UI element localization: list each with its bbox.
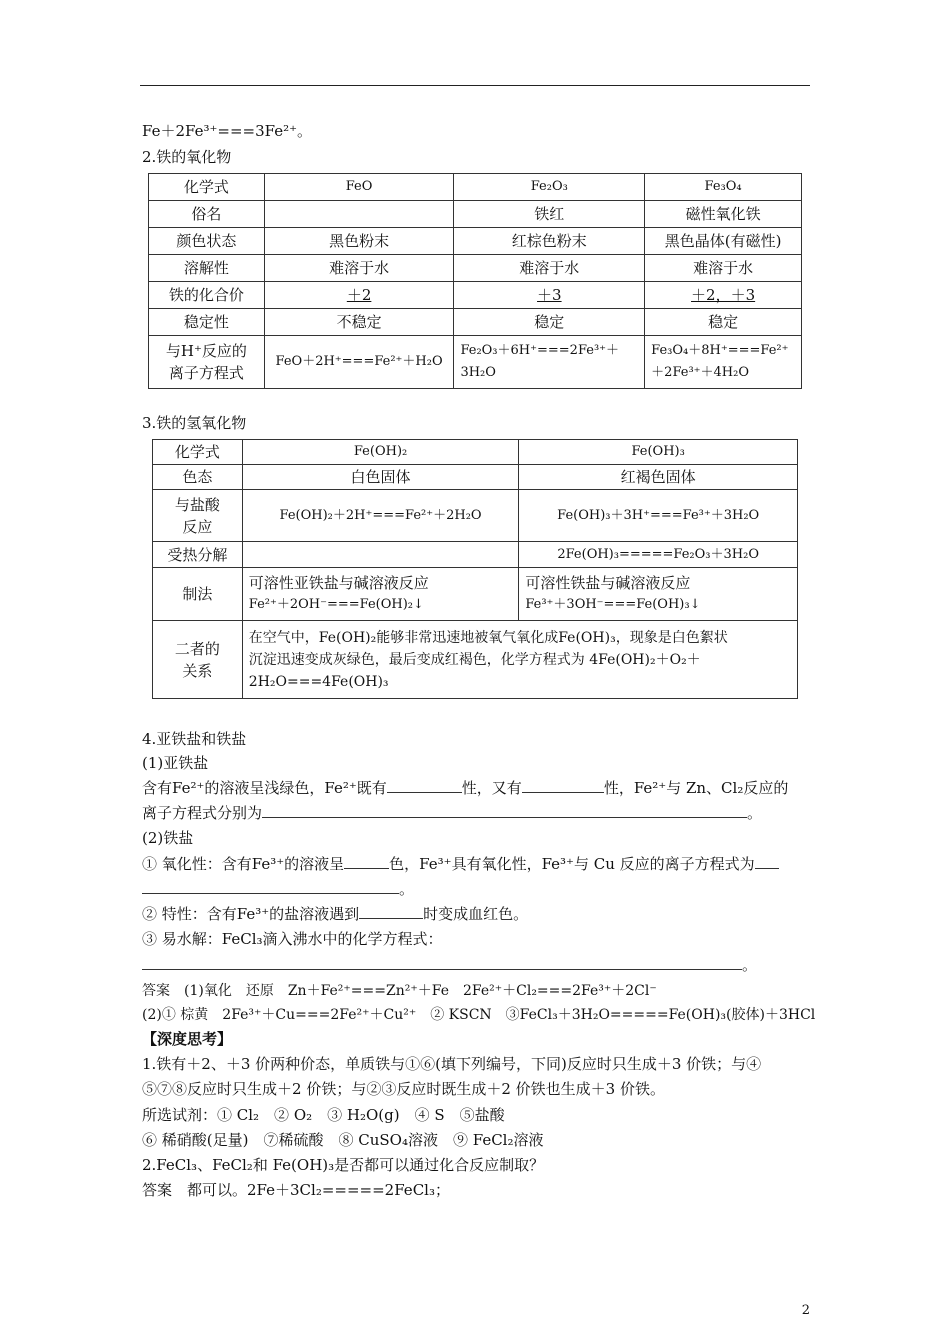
cell [242,542,519,568]
answer-blank [522,778,604,793]
cell: Fe₂O₃ [454,174,645,201]
cell-line: 可溶性亚铁盐与碱溶液反应 [248,574,429,592]
cell-line: 在空气中，Fe(OH)₂能够非常迅速地被氧气氧化成Fe(OH)₃，现象是白色絮状 [248,629,728,646]
cell [242,568,519,621]
subsection-heading: (1)亚铁盐 [142,754,209,772]
cell-line: Fe³⁺＋3OH⁻===Fe(OH)₃↓ [525,597,701,612]
cell: 黑色晶体(有磁性) [645,228,802,255]
text: ① 氧化性：含有Fe³⁺的溶液呈 [142,855,345,873]
cell [153,490,243,542]
cell: FeO＋2H⁺===Fe²⁺＋H₂O [264,336,454,389]
cell: 铁的化合价 [149,282,265,309]
cell: 化学式 [153,440,243,465]
cell: 磁性氧化铁 [645,201,802,228]
valence-value: ＋2 [346,286,372,304]
cell [264,282,454,309]
text-line [142,878,414,900]
cell: Fe(OH)₃ [519,440,798,465]
cell: 不稳定 [264,309,454,336]
text-line [142,954,757,976]
text: 。 [747,804,763,822]
cell-line: Fe²⁺＋2OH⁻===Fe(OH)₂↓ [248,597,424,612]
text-line: 1.铁有＋2、＋3 价两种价态，单质铁与①⑥(填下列编号，下同)反应时只生成＋3 价铁；与④ [142,1055,762,1073]
text: 。 [399,880,415,898]
text-line: ⑤⑦⑧反应时只生成＋2 价铁；与②③反应时既生成＋2 价铁也生成＋3 价铁。 [142,1080,665,1098]
text-line: ⑥ 稀硝酸(足量) ⑦稀硫酸 ⑧ CuSO₄溶液 ⑨ FeCl₂溶液 [142,1131,544,1149]
cell: 红褐色固体 [519,465,798,490]
text: 性，又有 [461,779,522,797]
subsection-heading: (2)铁盐 [142,829,194,847]
cell: 色态 [153,465,243,490]
deep-thinking-heading: 【深度思考】 [142,1030,233,1048]
text-line: ③ 易水解：FeCl₃滴入沸水中的化学方程式： [142,930,443,948]
answer-line: (2)① 棕黄 2Fe³⁺＋Cu===2Fe²⁺＋Cu²⁺ ② KSCN ③FeCl₃＋3H₂O=====Fe(OH)₃(胶体)＋3HCl [142,1007,816,1023]
cell-line: 二者的 [174,639,220,658]
answer-blank [344,854,389,869]
cell: Fe₃O₄ [645,174,802,201]
cell: 难溶于水 [454,255,645,282]
cell-line: 离子方程式 [168,364,244,382]
valence-value: ＋2，＋3 [691,286,756,304]
cell: 制法 [153,568,243,621]
cell-line: 沉淀迅速变成灰绿色，最后变成红褐色，化学方程式为 4Fe(OH)₂＋O₂＋ [248,651,701,668]
cell [645,336,802,389]
cell [454,336,645,389]
cell-line: 关系 [182,661,213,680]
page-number: 2 [801,1303,810,1318]
cell: Fe(OH)₂＋2H⁺===Fe²⁺＋2H₂O [242,490,519,542]
cell-line: 2H₂O===4Fe(OH)₃ [248,673,389,690]
text: 离子方程式分别为 [142,804,263,822]
answer-line: 答案 都可以。2Fe＋3Cl₂=====2FeCl₃； [142,1181,450,1199]
oxides-table [148,173,802,389]
cell: 溶解性 [149,255,265,282]
cell-line: Fe₃O₄＋8H⁺===Fe²⁺ [651,343,789,358]
cell: 2Fe(OH)₃=====Fe₂O₃＋3H₂O [519,542,798,568]
cell: 稳定性 [149,309,265,336]
cell: 白色固体 [242,465,519,490]
cell-line: Fe₂O₃＋6H⁺===2Fe³⁺＋ [460,343,620,358]
cell-line: 可溶性铁盐与碱溶液反应 [525,574,691,592]
section-heading: 3.铁的氢氧化物 [142,414,247,432]
section-heading: 2.铁的氧化物 [142,148,232,166]
cell [645,282,802,309]
answer-blank [359,904,423,919]
answer-blank [755,854,779,869]
header-rule [140,85,810,86]
cell: Fe(OH)₂ [242,440,519,465]
text-line [142,853,779,875]
cell: 红棕色粉末 [454,228,645,255]
cell: 稳定 [454,309,645,336]
text-line [142,903,528,925]
cell-line: 反应 [182,517,213,536]
text-line: Fe＋2Fe³⁺===3Fe²⁺。 [142,122,313,140]
text: 。 [742,956,758,974]
cell: 难溶于水 [645,255,802,282]
cell-line: 3H₂O [460,365,496,380]
cell-line: ＋2Fe³⁺＋4H₂O [651,365,749,380]
cell: Fe(OH)₃＋3H⁺===Fe³⁺＋3H₂O [519,490,798,542]
cell: FeO [264,174,454,201]
cell [454,282,645,309]
text-line [142,802,762,824]
text: ② 特性：含有Fe³⁺的盐溶液遇到 [142,905,360,923]
cell: 稳定 [645,309,802,336]
text: 时变成血红色。 [423,905,529,923]
cell: 受热分解 [153,542,243,568]
answer-blank [142,955,742,970]
cell-line: 与盐酸 [174,495,220,514]
section-heading: 4.亚铁盐和铁盐 [142,730,247,748]
valence-value: ＋3 [537,286,562,304]
cell: 颜色状态 [149,228,265,255]
text: 色，Fe³⁺具有氧化性，Fe³⁺与 Cu 反应的离子方程式为 [389,855,755,873]
cell-line: 与H⁺反应的 [165,342,247,360]
cell [519,568,798,621]
hydroxides-table [152,439,798,699]
answer-blank [387,778,462,793]
answer-blank [142,879,399,894]
cell [264,201,454,228]
cell [153,621,243,699]
cell [149,336,265,389]
text-line: 所选试剂：① Cl₂ ② O₂ ③ H₂O(g) ④ S ⑤盐酸 [142,1106,505,1124]
text: 含有Fe²⁺的溶液呈浅绿色，Fe²⁺既有 [142,779,387,797]
text: 性，Fe²⁺与 Zn、Cl₂反应的 [603,779,789,797]
cell: 黑色粉末 [264,228,454,255]
cell: 铁红 [454,201,645,228]
answer-line: 答案 (1)氧化 还原 Zn＋Fe²⁺===Zn²⁺＋Fe 2Fe²⁺＋Cl₂===2Fe³⁺＋2Cl⁻ [142,983,657,999]
text-line [142,777,788,799]
cell [242,621,797,699]
cell: 难溶于水 [264,255,454,282]
answer-blank [262,803,747,818]
cell: 俗名 [149,201,265,228]
cell: 化学式 [149,174,265,201]
text-line: 2.FeCl₃、FeCl₂和 Fe(OH)₃是否都可以通过化合反应制取？ [142,1156,545,1174]
